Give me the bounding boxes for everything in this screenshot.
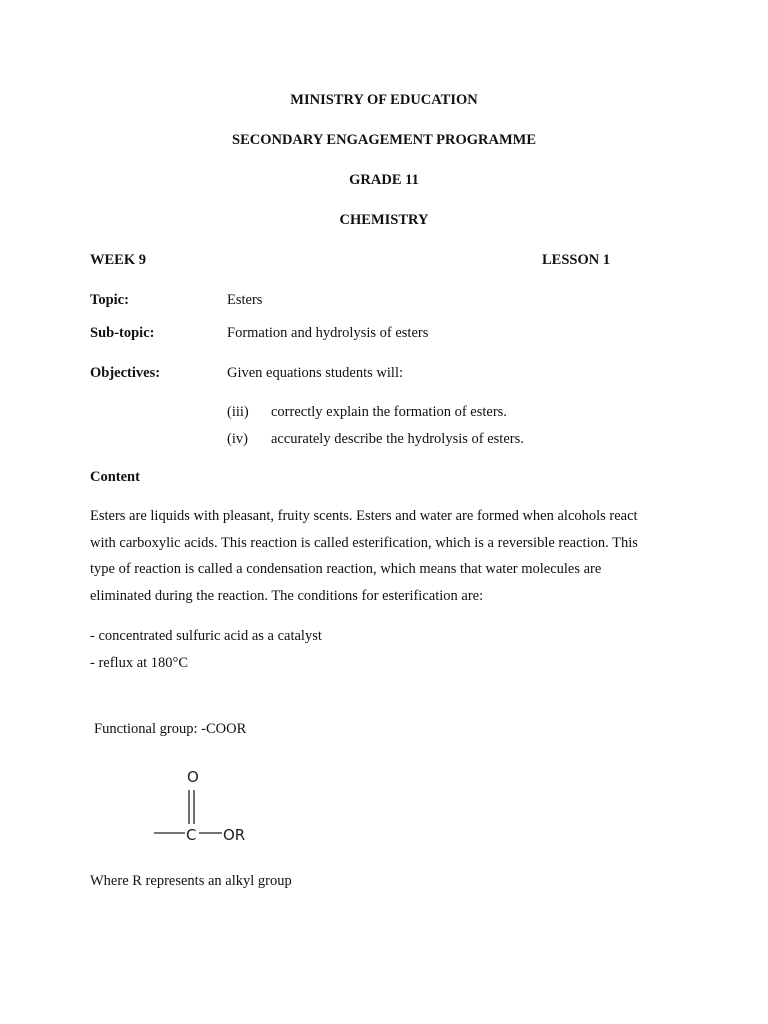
subtopic-label: Sub-topic:: [90, 325, 155, 341]
objective-text: accurately describe the hydrolysis of esters.: [271, 431, 524, 447]
ministry-heading: MINISTRY OF EDUCATION: [290, 92, 478, 108]
objective-number: (iii): [227, 404, 249, 420]
grade-heading: GRADE 11: [349, 172, 419, 188]
paragraph-line: with carboxylic acids. This reaction is called esterification, which is a reversible reaction. This: [90, 534, 638, 551]
carbon-atom-label: C: [186, 826, 197, 844]
content-heading: Content: [90, 469, 140, 485]
subtopic-value: Formation and hydrolysis of esters: [227, 325, 429, 341]
objectives-label: Objectives:: [90, 365, 161, 381]
content-paragraph: [90, 503, 690, 609]
oxygen-atom-label: O: [187, 768, 199, 786]
condition-item: - reflux at 180°C: [90, 655, 189, 671]
functional-group-label: Functional group: -COOR: [94, 721, 247, 737]
objectives-intro: Given equations students will:: [227, 365, 403, 381]
topic-label: Topic:: [90, 292, 129, 308]
alkyl-group-note: Where R represents an alkyl group: [90, 873, 292, 889]
topic-value: Esters: [227, 292, 263, 308]
objective-text: correctly explain the formation of esters.: [271, 404, 507, 420]
lesson-label: LESSON 1: [542, 252, 611, 268]
paragraph-line: eliminated during the reaction. The conditions for esterification are:: [90, 587, 484, 604]
week-label: WEEK 9: [90, 252, 146, 268]
programme-heading: SECONDARY ENGAGEMENT PROGRAMME: [232, 132, 536, 148]
paragraph-line: Esters are liquids with pleasant, fruity scents. Esters and water are formed when alcohols react: [90, 508, 638, 524]
or-group-label: OR: [223, 826, 246, 844]
condition-item: - concentrated sulfuric acid as a catalyst: [90, 628, 322, 644]
subject-heading: CHEMISTRY: [339, 212, 429, 228]
objective-number: (iv): [227, 431, 248, 447]
paragraph-line: type of reaction is called a condensation reaction, which means that water molecules are: [90, 561, 602, 577]
ester-structure-diagram: [152, 764, 262, 848]
